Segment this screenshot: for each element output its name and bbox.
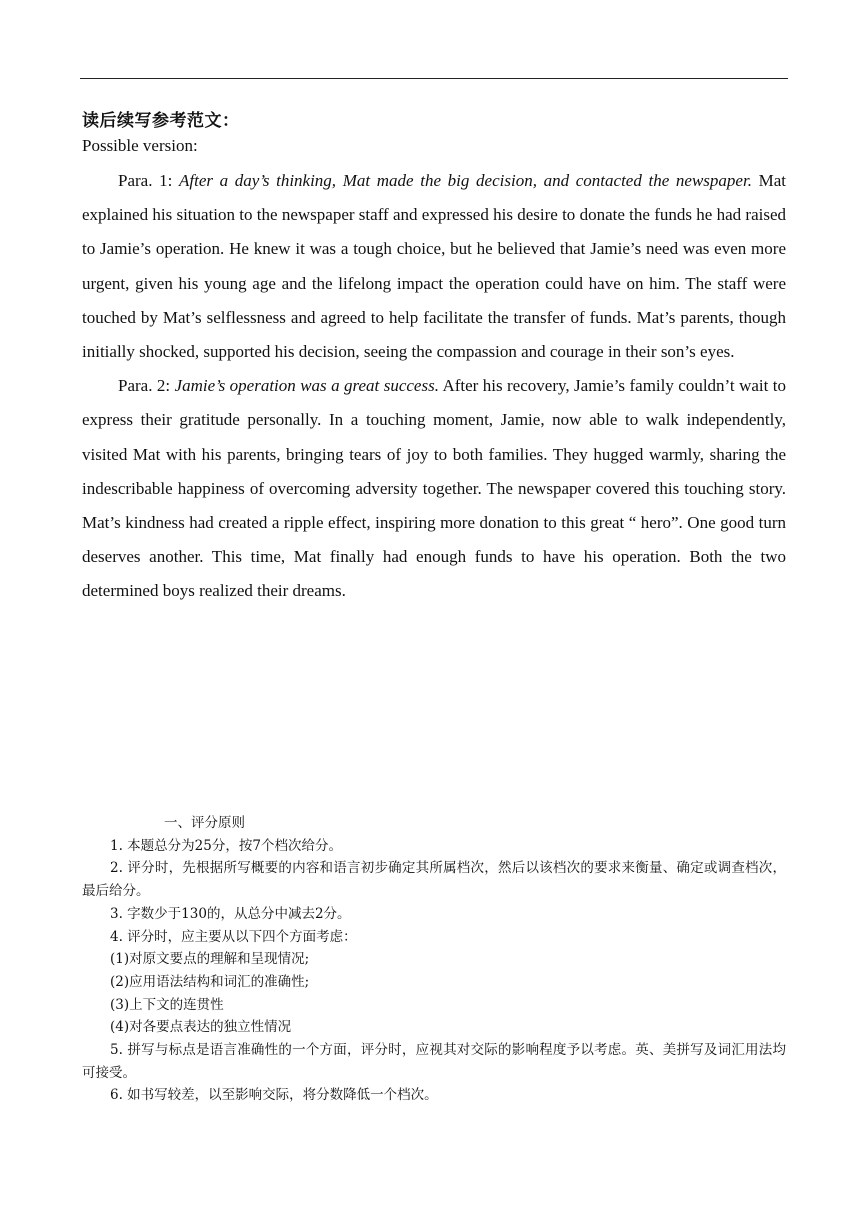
rubric-sub-item-2: (2)应用语法结构和词汇的准确性; <box>110 973 310 990</box>
para1-text: Mat explained his situation to the newspaper staff and expressed his desire to donate the funds he had raised to Jamie’s operation. He knew it was a tough choice, but he believed that Jamie’s need was even more urgent, given his young age and the lifelong impact the operation could have on him. The staff were touched by Mat’s selflessness and agreed to help facilitate the transfer of funds. Mat’s parents, though initially shocked, supported his decision, seeing the compassion and courage in their son’s eyes. <box>82 171 786 362</box>
rubric-item-2: 2. 评分时，先根据所写概要的内容和语言初步确定其所属档次，然后以该档次的要求来衡量、确定或调查档次，最后给分。 <box>82 860 786 900</box>
rubric-sub-item-4: (4)对各要点表达的独立性情况 <box>110 1019 292 1036</box>
possible-version-label: Possible version: <box>82 136 198 155</box>
essay-body <box>82 164 786 609</box>
rubric-item-4: 4. 评分时，应主要从以下四个方面考虑： <box>110 928 357 945</box>
para1-label: Para. 1: <box>118 171 179 190</box>
rubric-title: 一、评分原则 <box>164 815 245 831</box>
para2-text: After his recovery, Jamie’s family couldn’t wait to express their gratitude personally. In a touching moment, Jamie, now able to walk independently, visited Mat with his parents, bringing tears of joy to both families. They hugged warmly, sharing the indescribable happiness of overcoming adversity together. The newspaper covered this touching story. Mat’s kindness had created a ripple effect, inspiring more donation to this great “ hero”. One good turn deserves another. This time, Mat finally had enough funds to have his operation. Both the two determined boys realized their dreams. <box>82 376 786 601</box>
rubric-sub-item-1: (1)对原文要点的理解和呈现情况; <box>110 951 310 968</box>
rubric-item-5: 5. 拼写与标点是语言准确性的一个方面，评分时，应视其对交际的影响程度予以考虑。英、美拼写及词汇用法均可接受。 <box>82 1042 786 1081</box>
para2-label: Para. 2: <box>118 376 175 396</box>
section-heading: 读后续写参考范文： <box>82 111 240 131</box>
scoring-rubric <box>82 812 786 1107</box>
rubric-sub-item-3: (3)上下文的连贯性 <box>110 996 224 1013</box>
essay-paragraph-2 <box>82 369 786 608</box>
para2-opening-sentence: Jamie’s operation was a great success. <box>174 376 439 396</box>
para1-opening-sentence: After a day’s thinking, Mat made the big decision, and contacted the newspaper. <box>179 171 752 190</box>
rubric-item-3: 3. 字数少于130的，从总分中减去2分。 <box>110 905 351 922</box>
header-rule <box>80 78 788 79</box>
rubric-item-1: 1. 本题总分为25分，按7个档次给分。 <box>110 837 342 854</box>
rubric-item-6: 6. 如书写较差，以至影响交际，将分数降低一个档次。 <box>110 1087 438 1104</box>
essay-paragraph-1 <box>82 164 786 369</box>
